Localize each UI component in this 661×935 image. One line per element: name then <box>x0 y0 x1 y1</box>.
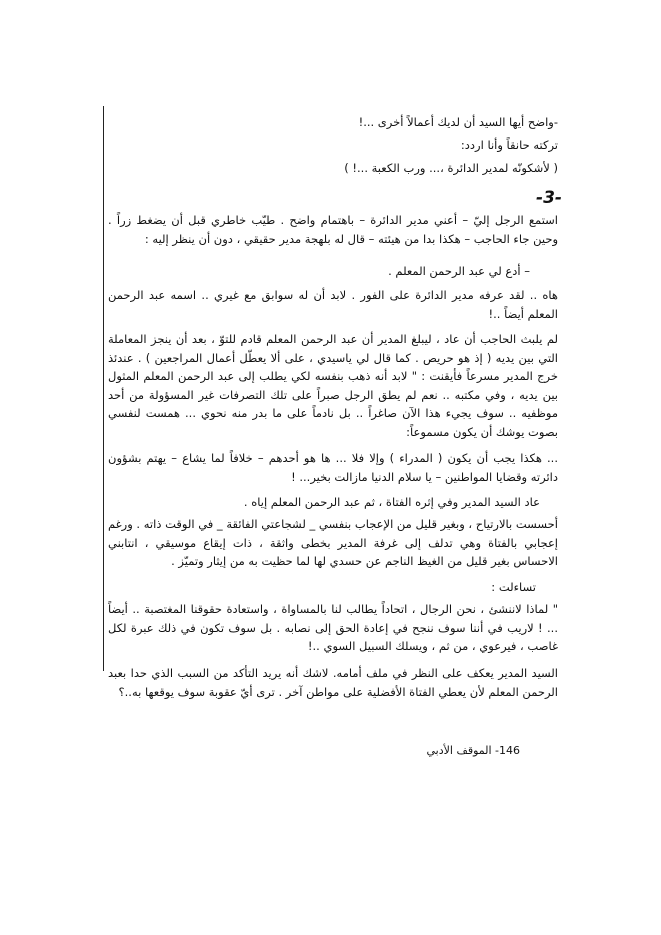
text-line: ( لأشكونّه لمدير الدائرة ،... ورب الكعبة ...! ) <box>344 161 558 175</box>
section-number: -3- <box>536 188 562 208</box>
paragraph: عاد السيد المدير وفي إثره الفتاة ، ثم عبد الرحمن المعلم إياه . <box>243 495 540 509</box>
paragraph: تساءلت : <box>491 580 536 594</box>
paragraph: استمع الرجل إليّ – أعني مدير الدائرة – باهتمام واضح . طيّب خاطري قبل أن يضغط زراً . وحين جاء الحاجب – هكذا بدا من هيئته – قال له بلهجة مدير حقيقي ، دون أن ينظر إليه : <box>108 213 558 246</box>
paragraph: ... هكذا يجب أن يكون ( المدراء ) وإلا فلا ... ها هو أحدهم – خلافاً لما يشاع – يهتم بشؤون دائرته وقضايا المواطنين – يا سلام الدنيا مازالت بخير... ! <box>108 451 558 484</box>
paragraph: لم يلبث الحاجب أن عاد ، ليبلغ المدير أن عبد الرحمن المعلم قادم للتوّ ، بعد أن ينجز المعاملة التي بين يديه ( إذ هو حريص . كما قال لي ياسيدي ، على ألا يعطّل أعمال المراجعين ) . عندئذ خرج المدير مسرعاً فأيقنت : " لابد أنه ذهب بنفسه لكي يطلب إلى عبد الرحمن المعلم المثول بين يديه ، وفي مكتبه .. نعم لم يطق الرجل صبراً على تلك التصرفات غير المسؤولة من أحد موظفيه .. سوف يجيء هذا الآن صاغراً .. بل نادماً على ما بدر منه نحوي ... همست لنفسي بصوت يوشك أن يكون مسموعاً: <box>108 332 558 439</box>
paragraph: السيد المدير يعكف على النظر في ملف أمامه. لاشك أنه يريد التأكد من السبب الذي حدا بعبد الرحمن المعلم لأن يعطي الفتاة الأفضلية على مواطن آخر . ترى أيّ عقوبة سوف يوقعها به..؟ <box>108 666 558 699</box>
text-line: تركته حانقاً وأنا اردد: <box>460 138 558 152</box>
text-line: -واضح أيها السيد أن لديك أعمالاً أخرى ...! <box>358 115 558 129</box>
paragraph: أحسست بالارتياح ، وبغير قليل من الإعجاب بنفسي _ لشجاعتي الفائقة _ في الوقت ذاته . ورغم إعجابي بالفتاة وهي تدلف إلى غرفة المدير بخطى واثقة ، ذات إيقاع موسيقي ، انتابني الاحساس بغير قليل من الغيظ الناجم عن حسدي لها لما حظيت به من إيثار وتميّز . <box>108 517 558 568</box>
paragraph: – أدع لي عبد الرحمن المعلم . <box>388 264 530 278</box>
paragraph: هاه .. لقد عرفه مدير الدائرة على الفور . لابد أن له سوابق مع غيري .. اسمه عبد الرحمن المعلم أيضاً ..! <box>108 288 558 321</box>
paragraph: " لماذا لاننشئ ، نحن الرجال ، اتحاداً يطالب لنا بالمساواة ، واستعادة حقوقنا المغتصبة .. أيضاً ... ! لاريب في أننا سوف ننجح في إعادة الحق إلى نصابه . بل سوف تكون في ذلك عبرة لكل غاصب ، فيرعوي ، من ثم ، ويسلك السبيل السوي ..! <box>108 602 558 653</box>
page-footer: 146- الموقف الأدبي <box>426 744 520 757</box>
margin-rule <box>103 106 104 671</box>
